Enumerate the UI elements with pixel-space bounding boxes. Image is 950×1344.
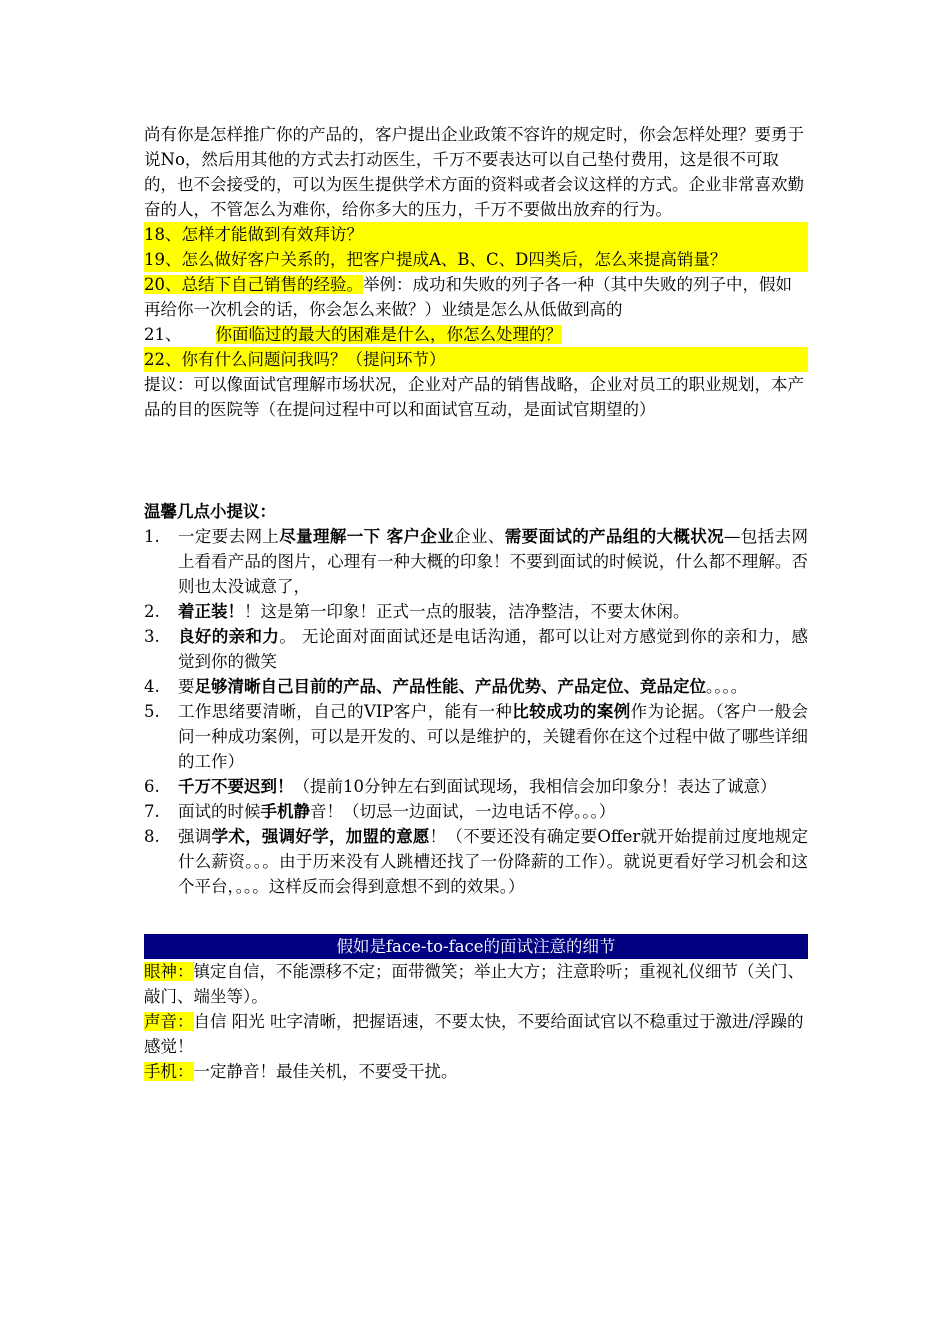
- list-item: [144, 674, 808, 699]
- question-19-text: 19、怎么做好客户关系的，把客户提成A、B、C、D四类后，怎么来提高销量？: [144, 247, 808, 272]
- document-page: [144, 122, 808, 1084]
- list-item-text: 面试的时候手机静音！（切忌一边面试，一边电话不停。。。）: [178, 802, 616, 821]
- list-item-text: 着正装！！这是第一印象！正式一点的服装，洁净整洁，不要太休闲。: [178, 602, 690, 621]
- list-item-number: 3.: [144, 627, 160, 646]
- list-item-text: 要足够清晰自己目前的产品、产品性能、产品优势、产品定位、竞品定位。。。。: [178, 677, 748, 696]
- list-item-text: 强调学术，强调好学，加盟的意愿！（不要还没有确定要Offer就开始提前过度地规定什么薪资。。。由于历来没有人跳槽还找了一份降薪的工作）。就说更看好学习机会和这个平台，。。。这样反而会得到意想不到的效果。）: [178, 827, 809, 896]
- list-item: [144, 524, 808, 599]
- list-item-number: 2.: [144, 602, 160, 621]
- tips-list: [144, 524, 808, 899]
- question-20-label: 20、总结下自己销售的经验。: [144, 275, 363, 294]
- question-18-text: 18、怎样才能做到有效拜访？: [144, 222, 808, 247]
- list-item-text: 千万不要迟到！（提前10分钟左右到面试现场，我相信会加印象分！表达了诚意）: [178, 777, 777, 796]
- list-item: [144, 624, 808, 674]
- list-item: [144, 699, 808, 774]
- list-item: [144, 774, 808, 799]
- tips-heading: 温馨几点小提议：: [144, 502, 276, 521]
- question-18: [144, 222, 808, 247]
- suggestion-paragraph: 提议：可以像面试官理解市场状况，企业对产品的销售战略，企业对员工的职业规划，本产品的目的医院等（在提问过程中可以和面试官互动，是面试官期望的）: [144, 375, 804, 419]
- question-22: [144, 347, 808, 372]
- list-item-text: 工作思绪要清晰，自己的VIP客户，能有一种比较成功的案例作为论据。（客户一般会问一种成功案例，可以是开发的、可以是维护的，关键看你在这个过程中做了哪些详细的工作）: [178, 702, 808, 771]
- intro-paragraph: 尚有你是怎样推广你的产品的，客户提出企业政策不容许的规定时，你会怎样处理？要勇于说No，然后用其他的方式去打动医生，千万不要表达可以自己垫付费用，这是很不可取的，也不会接受的，可以为医生提供学术方面的资料或者会议这样的方式。企业非常喜欢勤奋的人，不管怎么为难你，给你多大的压力，千万不要做出放弃的行为。: [144, 125, 804, 219]
- list-item-number: 6.: [144, 777, 160, 796]
- question-21-num: 21、: [144, 325, 182, 344]
- eyes-text: 镇定自信，不能漂移不定；面带微笑；举止大方；注意聆听；重视礼仪细节（关门、敲门、端坐等）。: [144, 962, 804, 1006]
- voice-paragraph: [144, 1009, 808, 1059]
- eyes-paragraph: [144, 959, 808, 1009]
- question-21: [144, 322, 808, 347]
- list-item: [144, 799, 808, 824]
- list-item-text: 一定要去网上尽量理解一下 客户企业企业、需要面试的产品组的大概状况—包括去网上看看产品的图片，心理有一种大概的印象！不要到面试的时候说，什么都不理解。否则也太没诚意了，: [178, 527, 809, 596]
- face-to-face-banner: 假如是face-to-face的面试注意的细节: [144, 934, 808, 959]
- list-item-number: 8.: [144, 827, 160, 846]
- phone-paragraph: [144, 1059, 808, 1084]
- question-19: [144, 247, 808, 272]
- phone-label: 手机：: [144, 1062, 194, 1081]
- question-20: [144, 272, 808, 322]
- list-item-number: 1.: [144, 527, 160, 546]
- list-item-number: 4.: [144, 677, 160, 696]
- phone-text: 一定静音！最佳关机，不要受干扰。: [193, 1062, 458, 1081]
- voice-label: 声音：: [144, 1012, 194, 1031]
- question-21-text: 你面临过的最大的困难是什么，你怎么处理的？: [215, 325, 562, 344]
- list-item-text: 良好的亲和力。 无论面对面面试还是电话沟通，都可以让对方感觉到你的亲和力，感觉到你的微笑: [178, 627, 808, 671]
- voice-text: 自信 阳光 吐字清晰，把握语速，不要太快，不要给面试官以不稳重过于激进/浮躁的感觉！: [144, 1012, 804, 1056]
- question-20-rest: 举例：成功和失败的列子各一种（其中失败的列子中，假如再给你一次机会的话，你会怎么来做？）业绩是怎么从低做到高的: [144, 275, 792, 319]
- list-item-number: 5.: [144, 702, 160, 721]
- list-item: [144, 824, 808, 899]
- eyes-label: 眼神：: [144, 962, 194, 981]
- question-22-text: 22、你有什么问题问我吗？（提问环节）: [144, 347, 808, 372]
- list-item: [144, 599, 808, 624]
- list-item-number: 7.: [144, 802, 160, 821]
